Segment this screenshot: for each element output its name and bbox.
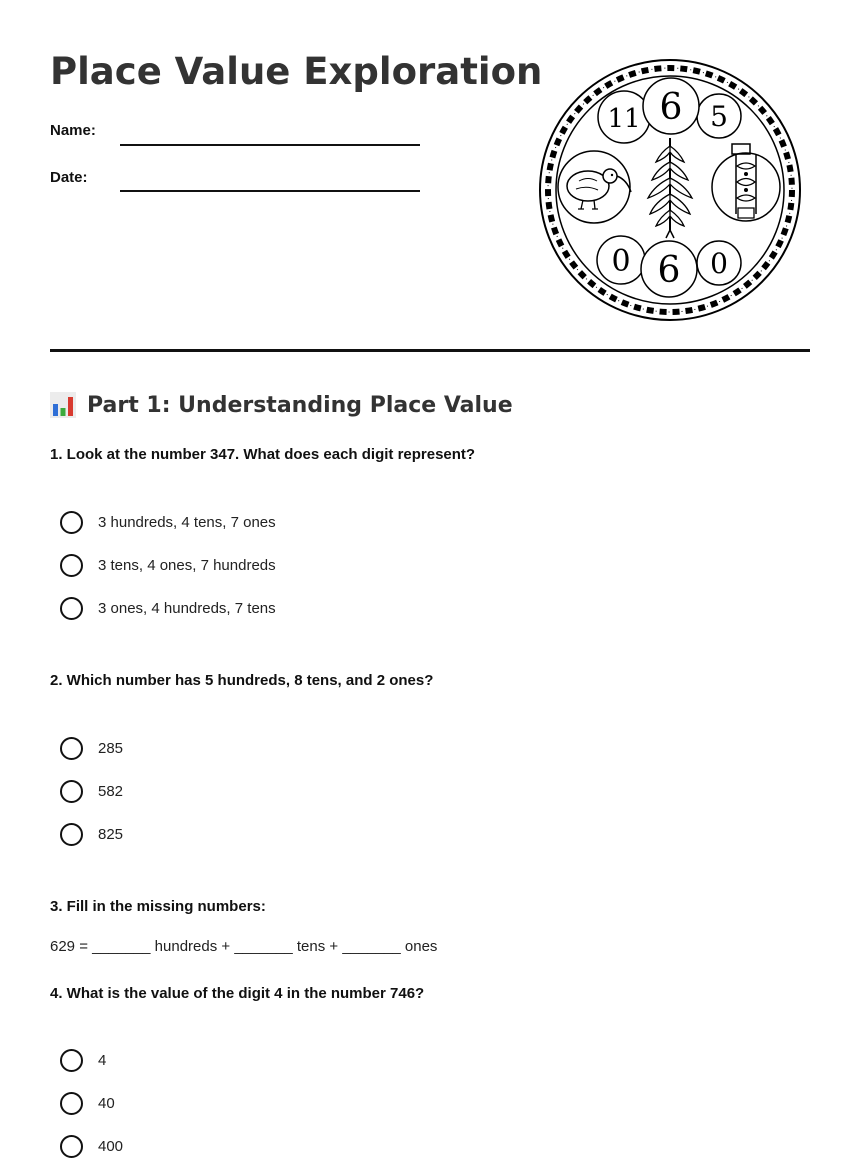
q4-option-2[interactable] [60,1090,115,1116]
page-title: Place Value Exploration [50,50,543,93]
number-circle-bottom-center [641,241,697,297]
number-circle-top-right [697,94,741,138]
q2-option-2[interactable] [60,778,123,804]
option-label: 3 hundreds, 4 tens, 7 ones [98,513,276,531]
radio-button[interactable] [60,823,83,846]
q1-option-2[interactable] [60,552,276,578]
emblem [538,58,802,322]
question-3: 3. Fill in the missing numbers: [50,898,266,915]
radio-button[interactable] [60,554,83,577]
q1-option-3[interactable] [60,595,276,621]
emblem-number-2: 6 [659,87,683,128]
option-label: 4 [98,1051,107,1069]
option-label: 582 [98,782,124,800]
number-circle-bottom-left [597,236,645,284]
radio-button[interactable] [60,597,83,620]
question-1: 1. Look at the number 347. What does each digit represent? [50,446,476,463]
option-label: 40 [98,1094,115,1112]
section-title [50,390,513,420]
date-label: Date: [50,169,88,186]
radio-button[interactable] [60,780,83,803]
header-divider [50,349,810,352]
name-label: Name: [50,122,96,139]
radio-button[interactable] [60,1049,83,1072]
emblem-number-1: 11 [607,104,641,134]
question-2: 2. Which number has 5 hundreds, 8 tens, and 2 ones? [50,672,434,689]
emblem-number-5: 6 [657,250,681,291]
option-label: 400 [98,1137,124,1155]
q1-option-1[interactable] [60,509,276,535]
bar-chart-icon [50,392,76,418]
section-title-text: Part 1: Understanding Place Value [87,392,513,418]
radio-button[interactable] [60,511,83,534]
date-field[interactable] [120,190,420,192]
number-circle-bottom-right [697,241,741,285]
question-4: 4. What is the value of the digit 4 in the number 746? [50,985,425,1002]
option-label: 825 [98,825,124,843]
radio-button[interactable] [60,1135,83,1158]
radio-button[interactable] [60,737,83,760]
name-field[interactable] [120,144,420,146]
q2-option-3[interactable] [60,821,123,847]
q4-option-1[interactable] [60,1047,106,1073]
emblem-number-4: 0 [611,244,631,279]
q4-option-3[interactable] [60,1133,123,1159]
option-label: 3 tens, 4 ones, 7 hundreds [98,556,276,574]
emblem-number-3: 5 [710,100,728,133]
q2-option-1[interactable] [60,735,123,761]
radio-button[interactable] [60,1092,83,1115]
emblem-number-6: 0 [710,247,728,280]
option-label: 285 [98,739,124,757]
option-label: 3 ones, 4 hundreds, 7 tens [98,599,276,617]
number-circle-top-left [598,91,650,143]
kiwi-bird-icon [558,151,631,223]
fill-in-blanks[interactable]: 629 = _______ hundreds + _______ tens + _______ ones [50,938,438,955]
number-circle-top-center [643,78,699,134]
